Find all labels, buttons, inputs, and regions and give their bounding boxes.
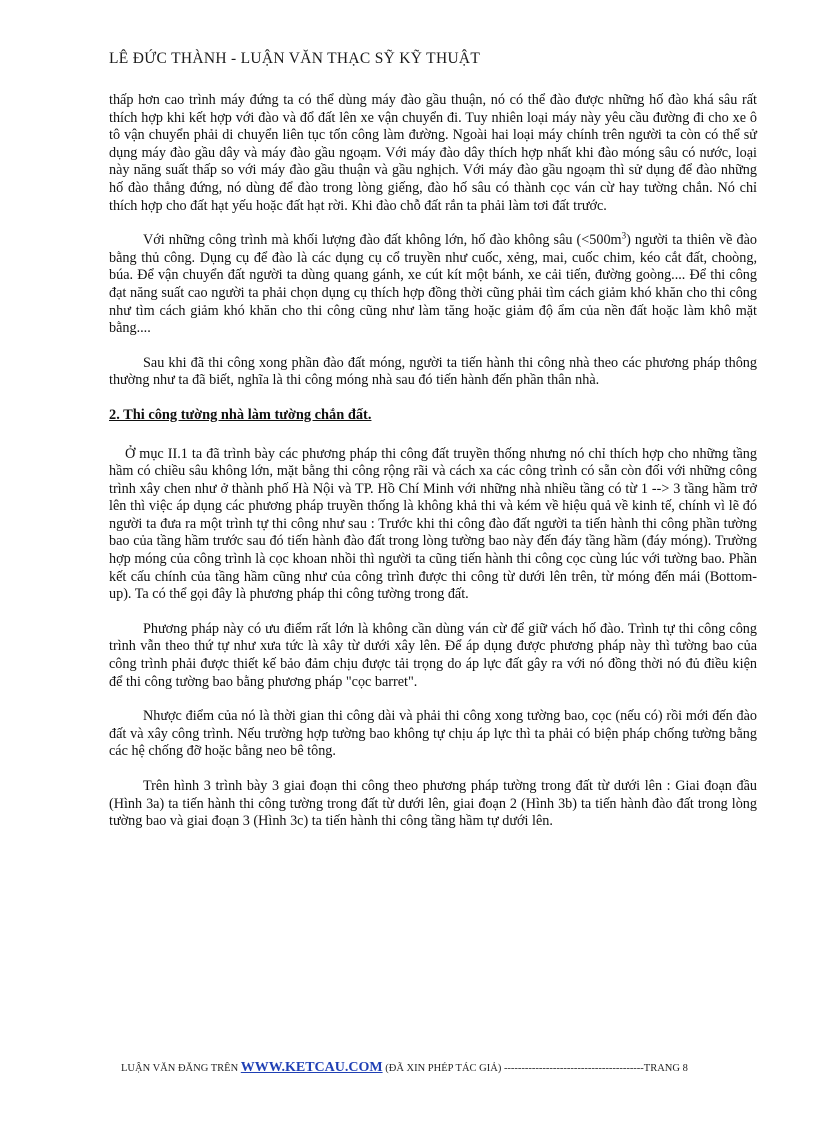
paragraph-6: Nhược điểm của nó là thời gian thi công dài và phải thi công xong tường bao, cọc (nếu có) rồi mới đến đào đất và xây công trình. Nếu trường hợp tường bao không tự chịu áp lực thì ta phải có biện pháp chống tường bằng các hệ chống đỡ hoặc bằng neo bê tông.	[109, 708, 757, 760]
document-body	[109, 92, 757, 848]
footer-website-link[interactable]: WWW.KETCAU.COM	[240, 1060, 383, 1075]
paragraph-2	[109, 232, 757, 338]
section-heading: 2. Thi công tường nhà làm tường chắn đất.	[109, 406, 372, 423]
paragraph-3: Sau khi đã thi công xong phần đào đất móng, người ta tiến hành thi công nhà theo các phương pháp thông thường như ta đã biết, nghĩa là thi công móng nhà sau đó tiến hành đến phần thân nhà.	[109, 354, 757, 389]
paragraph-1: thấp hơn cao trình máy đứng ta có thể dùng máy đào gầu thuận, nó có thể đào được những hố đào khá sâu rất thích hợp khi kết hợp với đào và đổ đất lên xe vận chuyển đi. Tuy nhiên loại máy này yêu cầu đường đi cho xe ô tô vận chuyển phải di chuyển liên tục tốn công làm đường. Ngoài hai loại máy chính trên người ta còn có thể sử dụng máy đào gầu dây và máy đào gầu ngoạm. Với máy đào dây thích hợp nhất khi đào móng sâu có nước, loại này năng suất thấp so với máy đào gầu thuận và gầu nghịch. Với máy đào gầu ngoạm thì sử dụng để đào những hố đào thẳng đứng, nó dùng để đào trong lòng giếng, đào hố sâu có thành cọc ván cừ hay tường chắn. Nó chỉ thích hợp cho đất hạt yếu hoặc đất hạt rời. Khi đào chỗ đất rắn ta phải làm tơi đất trước.	[109, 92, 757, 214]
paragraph-7: Trên hình 3 trình bày 3 giai đoạn thi công theo phương pháp tường trong đất từ dưới lên : Giai đoạn đầu (Hình 3a) ta tiến hành thi công tường trong đất từ dưới lên, giai đoạn 2 (Hình 3b) ta tiến hành đào đất trong lòng tường bao và giai đoạn 3 (Hình 3c) ta tiến hành thi công tầng hầm tự dưới lên.	[109, 778, 757, 830]
paragraph-2-part-b: ) người ta thiên về đào bằng thủ công. Dụng cụ để đào là các dụng cụ cổ truyền như cuốc, xẻng, mai, cuốc chim, kéo cắt đất, choòng, búa. Để vận chuyển đất người ta dùng quang gánh, xe cút kít một bánh, xe cải tiến, đường goòng.... Để thi công đạt năng suất cao người ta phải chọn dụng cụ thích hợp đồng thời cũng phải tìm cách giảm khó khăn cho thi công như tìm cách giảm khó khăn cho thi công cũng như làm tăng hoặc giảm độ ẩm của nền đất hoặc làm khô mặt bằng....	[109, 232, 757, 337]
superscript-3: 3	[621, 230, 627, 241]
paragraph-2-part-a: Với những công trình mà khối lượng đào đất không lớn, hố đào không sâu (<500m	[143, 232, 622, 249]
footer-suffix: (ĐÃ XIN PHÉP TÁC GIẢ) ----------------------------------------TRANG 8	[382, 1063, 688, 1074]
page-header: LÊ ĐỨC THÀNH - LUẬN VĂN THẠC SỸ KỸ THUẬT	[109, 50, 481, 67]
paragraph-5: Phương pháp này có ưu điểm rất lớn là không cần dùng ván cừ để giữ vách hố đào. Trình tự thi công công trình vẫn theo thứ tự như xưa tức là xây từ dưới xây lên. Để áp dụng được phương pháp này thì tường bao của công trình phải được thiết kế bảo đảm chịu được tải trọng do áp lực đất gây ra với nó đồng thời nó đủ điều kiện để thi công tường bao bằng phương pháp "cọc barret".	[109, 620, 757, 690]
paragraph-4: Ở mục II.1 ta đã trình bày các phương pháp thi công đất truyền thống nhưng nó chỉ thích hợp cho những tầng hầm có chiều sâu không lớn, mặt bằng thi công rộng rãi và cách xa các công trình có sẵn còn đối với những công trình xây chen như ở thành phố Hà Nội và TP. Hồ Chí Minh với những nhà nhiều tầng có từ 1 --> 3 tầng hầm trở lên thì việc áp dụng các phương pháp truyền thống là không khả thi và kém về hiệu quả về kinh tế, chính vì lẽ đó người ta đưa ra một trình tự thi công như sau : Trước khi thi công đào đất người ta tiến hành thi công phần tường bao của tầng hầm trước sau đó tiến hành đào đất trong lòng tường bao này đến đáy tầng hầm (đáy móng). Trường hợp móng của công trình là cọc khoan nhồi thì người ta cũng tiến hành thi công cọc cùng lúc với tường bao. Phần kết cấu chính của tầng hầm cũng như của công trình được thi công từ dưới lên trên, từ móng đến mái (Bottom-up). Ta có thể gọi đây là phương pháp thi công tường trong đất.	[109, 445, 757, 603]
page-footer	[121, 1060, 751, 1076]
footer-prefix: LUẬN VĂN ĐĂNG TRÊN	[121, 1063, 241, 1074]
